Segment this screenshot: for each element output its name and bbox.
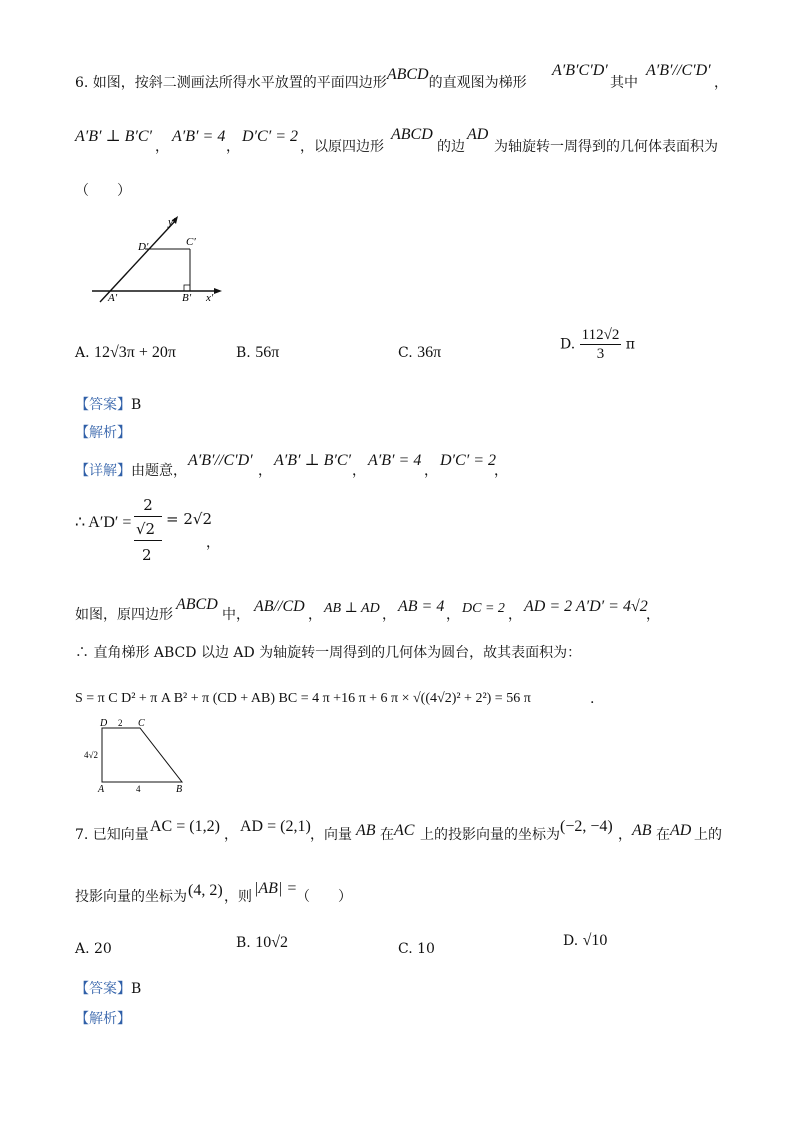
q6-cond3: A′B′ = 4 (172, 128, 226, 145)
orig-c1: AB//CD (254, 598, 305, 615)
orig-c5: AD = 2 A′D′ = 4√2 (524, 598, 648, 615)
q7-text: 在 (380, 827, 394, 843)
option-letter: A. (75, 941, 90, 957)
ad-calc-num: 2 (143, 496, 153, 514)
orig-prefix: 如图，原四边形 (75, 607, 173, 623)
option-letter: B. (236, 935, 251, 951)
q6-text: 的边 (437, 139, 465, 155)
option-text: 10 (417, 941, 435, 957)
label-x: x′ (206, 292, 214, 304)
orig-mid: 中， (222, 607, 250, 623)
ad-calc-result: = 2√2 (166, 510, 212, 528)
option-letter: A. (75, 345, 90, 361)
q6-comma: ， (258, 463, 272, 479)
q7-vector-ac: AC = (1,2) (150, 818, 220, 835)
option-text: 20 (94, 941, 112, 957)
option-letter: C. (398, 941, 413, 957)
ad-calc-tail: ， (206, 535, 220, 551)
q7-option-d[interactable] (563, 932, 607, 950)
q6-answer-paren: （ ） (75, 183, 131, 199)
q6-comma: ， (714, 75, 728, 91)
q6-comma: ， (155, 139, 169, 155)
rotation-statement: ∴ 直角梯形 ABCD 以边 AD 为轴旋转一周得到的几何体为圆台，故其表面积为： (75, 645, 582, 661)
q7-vector-ad-short: AD (670, 822, 692, 839)
label-c: C (138, 718, 145, 729)
label-a: A′ (108, 292, 118, 304)
q6-option-d[interactable] (560, 326, 635, 363)
q7-text: 在 (656, 827, 670, 843)
q7-text: ，则 (224, 889, 252, 905)
q6-detail-line (75, 462, 187, 480)
option-text: 56π (255, 344, 280, 361)
option-text: √10 (582, 932, 608, 949)
answer-tag: 【答案】 (75, 981, 131, 997)
q6-option-a[interactable] (75, 344, 176, 362)
label-b: B′ (182, 292, 192, 304)
option-text: 36π (417, 344, 442, 361)
option-letter: B. (236, 345, 251, 361)
fraction-numerator: 112√2 (581, 327, 620, 343)
q6-line1 (75, 66, 527, 92)
option-fraction (580, 326, 622, 363)
q6-option-b[interactable] (236, 344, 279, 362)
q6-comma: ， (308, 607, 322, 623)
q6-text: 的直观图为梯形 (428, 75, 527, 91)
label-c: C′ (186, 236, 196, 248)
q6-option-c[interactable] (398, 344, 441, 362)
detail-cond3: A′B′ = 4 (368, 452, 422, 469)
q7-vector-ac-short: AC (394, 822, 415, 839)
q6-abcd: ABCD (391, 126, 433, 143)
analysis-tag: 【解析】 (75, 425, 131, 441)
q7-answer-paren: （ ） (296, 889, 352, 905)
label-left: 4√2 (84, 750, 98, 760)
q6-figure-trapezoid (84, 716, 194, 794)
label-d: D (100, 718, 108, 729)
orig-c3: AB = 4 (398, 598, 445, 615)
q7-option-a[interactable] (75, 940, 112, 958)
formula-tail: . (590, 691, 595, 707)
q6-abcd: ABCD (386, 66, 429, 83)
q6-cond2: A′B′ ⊥ B′C′ (75, 128, 153, 145)
q7-vector-ab: AB (356, 822, 376, 839)
q6-cond4: D′C′ = 2 (242, 128, 299, 145)
option-text: 12√3π + 20π (94, 344, 176, 361)
q6-comma: ， (226, 139, 240, 155)
q6-comma: ， (382, 607, 396, 623)
analysis-tag: 【解析】 (75, 1011, 131, 1027)
q7-text: 上的投影向量的坐标为 (420, 827, 560, 843)
fraction-denominator: 3 (596, 346, 605, 362)
detail-cond4: D′C′ = 2 (440, 452, 497, 469)
ad-calc-den-top: √2 (136, 520, 156, 538)
answer-value: B (131, 397, 142, 413)
q7-text: ，向量 (310, 827, 352, 843)
q6-answer-line (75, 396, 141, 414)
q7-projection2: (4, 2) (188, 882, 223, 899)
option-letter: D. (560, 336, 576, 353)
q6-text: 6. 如图，按斜二测画法所得水平放置的平面四边形 (75, 75, 387, 91)
q6-trapezoid-name: A′B′C′D′ (552, 62, 608, 79)
x-axis-arrow (214, 288, 222, 294)
q7-comma: ， (224, 827, 238, 843)
label-b: B (176, 784, 183, 794)
answer-value: B (131, 981, 142, 997)
ad-calc-den-bot: 2 (142, 546, 152, 564)
label-top: 2 (118, 718, 123, 728)
right-angle-mark (184, 285, 190, 291)
q7-vector-ab: AB (632, 822, 652, 839)
option-text: 10√2 (255, 934, 288, 951)
q6-comma: ， (494, 463, 508, 479)
y-axis (100, 220, 176, 302)
option-letter: C. (398, 345, 413, 361)
q6-text: 其中 (610, 75, 638, 91)
trapezoid (102, 728, 182, 782)
detail-tag: 【详解】 (75, 463, 131, 479)
q6-cond1: A′B′//C′D′ (646, 62, 711, 79)
q7-text: 上的 (694, 827, 722, 843)
orig-c2: AB ⊥ AD (324, 601, 380, 616)
q6-ad: AD (467, 126, 489, 143)
option-tail: π (625, 336, 635, 353)
orig-tail: ， (646, 607, 660, 623)
q7-abs-ab: |AB| = (254, 880, 298, 897)
q7-answer-line (75, 980, 141, 998)
label-bottom: 4 (136, 784, 141, 794)
q6-comma: ， (508, 607, 522, 623)
q7-option-c[interactable] (398, 940, 435, 958)
surface-area-formula: S = π C D² + π A B² + π (CD + AB) BC = 4 π +16 π + 6 π × √((4√2)² + 2²) = 56 π (75, 691, 531, 706)
orig-c4: DC = 2 (462, 601, 505, 616)
q7-vector-ad: AD = (2,1) (240, 818, 311, 835)
q6-text: 为轴旋转一周得到的几何体表面积为 (494, 139, 718, 155)
q7-option-b[interactable] (236, 934, 288, 952)
label-d: D′ (138, 241, 149, 253)
option-letter: D. (563, 933, 579, 949)
label-y: y′ (168, 216, 176, 228)
q6-comma: ， (424, 463, 438, 479)
detail-cond1: A′B′//C′D′ (188, 452, 253, 469)
orig-abcd: ABCD (176, 596, 218, 613)
label-a: A (98, 784, 105, 794)
q7-prefix: 7. 已知向量 (75, 827, 149, 843)
q7-projection1: (−2, −4) (560, 818, 613, 835)
q6-text: ，以原四边形 (300, 139, 384, 155)
q7-text: 投影向量的坐标为 (75, 889, 187, 905)
detail-cond2: A′B′ ⊥ B′C′ (274, 452, 352, 469)
fraction-bar (134, 540, 162, 541)
answer-tag: 【答案】 (75, 397, 131, 413)
q6-comma: ， (352, 463, 366, 479)
ad-calc-prefix: ∴ A′D′ = (75, 514, 132, 531)
fraction-bar (134, 516, 162, 517)
detail-intro: 由题意， (131, 463, 187, 479)
q7-comma: ， (618, 827, 632, 843)
q6-comma: ， (446, 607, 460, 623)
q6-figure-oblique (90, 212, 230, 308)
